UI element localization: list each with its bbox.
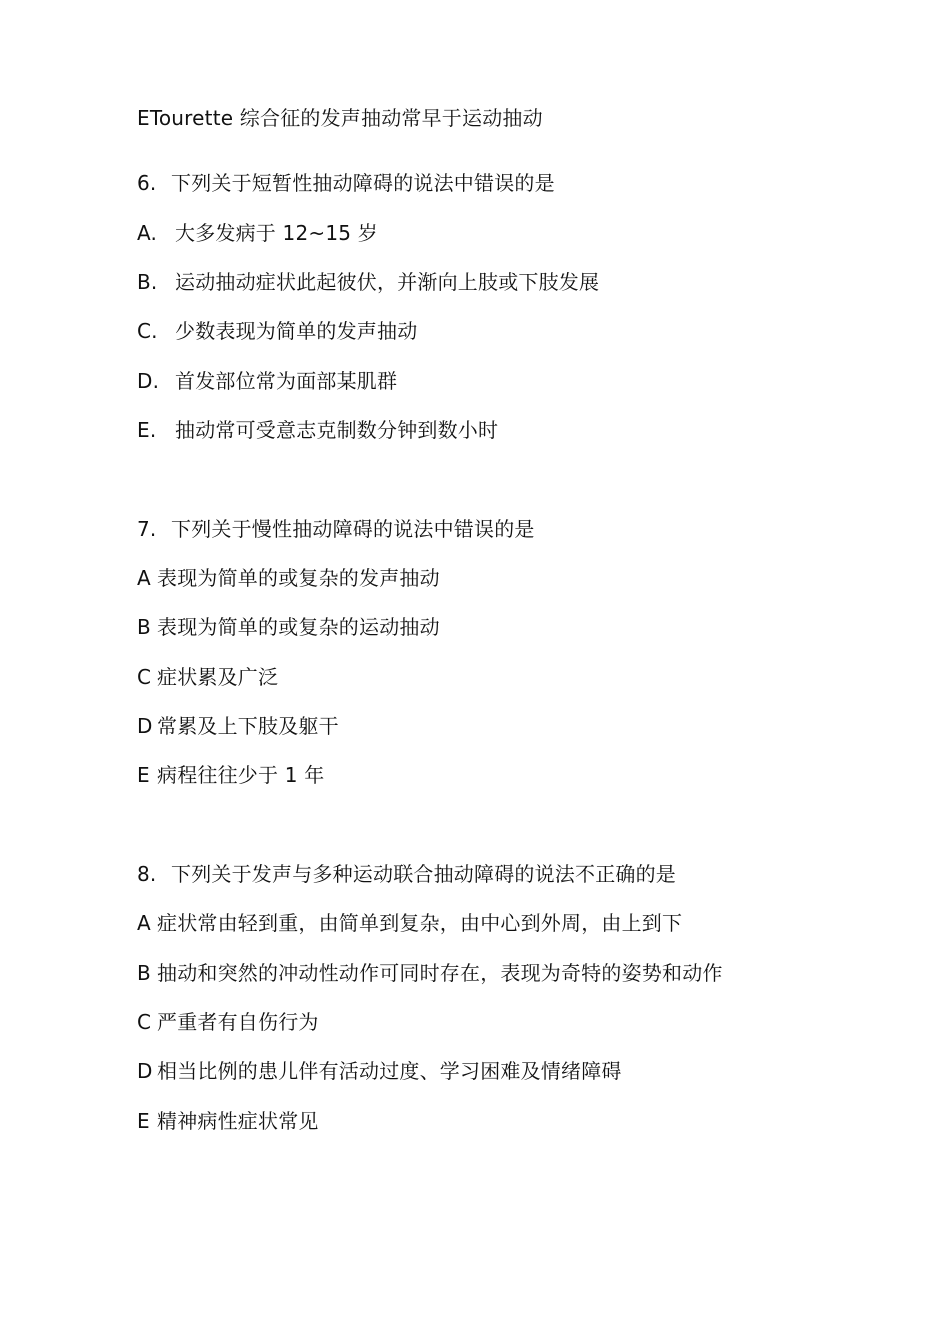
option-text: 症状常由轻到重，由简单到复杂，由中心到外周，由上到下: [157, 911, 683, 935]
question-6-option-a: [137, 220, 378, 246]
option-text: 症状累及广泛: [157, 665, 279, 689]
question-number: 8.: [137, 862, 157, 886]
question-text: 下列关于短暂性抽动障碍的说法中错误的是: [171, 171, 555, 195]
option-text: 相当比例的患儿伴有活动过度、学习困难及情绪障碍: [157, 1059, 622, 1083]
question-text: 下列关于慢性抽动障碍的说法中错误的是: [171, 517, 535, 541]
question-7-stem: [137, 516, 535, 542]
question-7-option-e: [137, 762, 324, 788]
option-letter: C.: [137, 319, 158, 343]
option-text: 少数表现为简单的发声抽动: [175, 319, 418, 343]
option-letter: A.: [137, 221, 158, 245]
question-7-option-c: [137, 664, 278, 690]
question-6-option-c: [137, 318, 417, 344]
option-letter: C: [137, 665, 152, 689]
option-letter: D: [137, 714, 153, 738]
option-letter: A: [137, 566, 151, 590]
option-letter: D: [137, 1059, 153, 1083]
option-text: 表现为简单的或复杂的运动抽动: [157, 615, 440, 639]
option-text: 病程往往少于 1 年: [157, 763, 325, 787]
question-6-stem: [137, 170, 555, 196]
option-letter: B.: [137, 270, 158, 294]
option-letter: E: [137, 763, 150, 787]
question-6-option-e: [137, 417, 498, 443]
option-text: 大多发病于 12~15 岁: [175, 221, 378, 245]
option-text: 抽动和突然的冲动性动作可同时存在，表现为奇特的姿势和动作: [157, 961, 723, 985]
question-8-option-c: [137, 1009, 319, 1035]
option-text: 抽动常可受意志克制数分钟到数小时: [175, 418, 499, 442]
question-7-option-b: [137, 614, 440, 640]
question-8-option-b: [137, 960, 723, 986]
option-letter: C: [137, 1010, 152, 1034]
trailing-option-e: [137, 105, 543, 131]
option-text: ETourette 综合征的发声抽动常早于运动抽动: [137, 106, 543, 130]
question-number: 6.: [137, 171, 157, 195]
question-7-option-d: [137, 713, 339, 739]
question-8-option-e: [137, 1108, 319, 1134]
option-letter: A: [137, 911, 151, 935]
option-text: 精神病性症状常见: [157, 1109, 319, 1133]
option-letter: B: [137, 961, 151, 985]
question-6-option-b: [137, 269, 599, 295]
option-letter: D.: [137, 369, 160, 393]
option-text: 常累及上下肢及躯干: [157, 714, 339, 738]
option-letter: E: [137, 1109, 150, 1133]
option-text: 运动抽动症状此起彼伏，并渐向上肢或下肢发展: [175, 270, 600, 294]
option-text: 表现为简单的或复杂的发声抽动: [157, 566, 440, 590]
option-text: 首发部位常为面部某肌群: [175, 369, 398, 393]
question-6-option-d: [137, 368, 397, 394]
option-text: 严重者有自伤行为: [157, 1010, 319, 1034]
question-7-option-a: [137, 565, 440, 591]
question-text: 下列关于发声与多种运动联合抽动障碍的说法不正确的是: [171, 862, 676, 886]
question-8-option-d: [137, 1058, 622, 1084]
question-8-option-a: [137, 910, 682, 936]
option-letter: E.: [137, 418, 157, 442]
question-8-stem: [137, 861, 676, 887]
option-letter: B: [137, 615, 151, 639]
question-number: 7.: [137, 517, 157, 541]
